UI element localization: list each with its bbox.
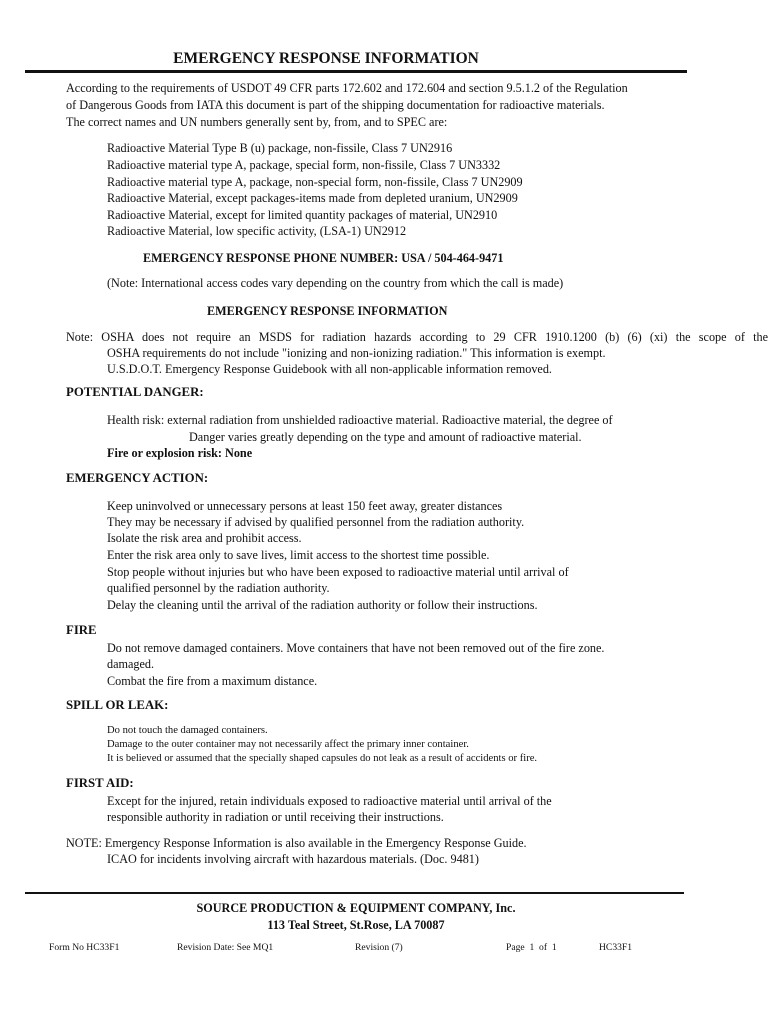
action-line: Isolate the risk area and prohibit access. (107, 531, 302, 545)
intro-line-2: of Dangerous Goods from IATA this document is part of the shipping documentation for radioactive materials. (66, 98, 605, 112)
document-title: EMERGENCY RESPONSE INFORMATION (173, 50, 479, 67)
health-risk-line-2: Danger varies greatly depending on the type and amount of radioactive material. (189, 430, 582, 444)
fire-line: Do not remove damaged containers. Move containers that have not been removed out of the fire zone. (107, 641, 605, 655)
first-aid-line: responsible authority in radiation or until receiving their instructions. (107, 810, 444, 824)
intro-line-3: The correct names and UN numbers generally sent by, from, and to SPEC are: (66, 115, 448, 129)
first-aid-line: Except for the injured, retain individuals exposed to radioactive material until arrival of the (107, 794, 552, 808)
osha-note-line-1: Note: OSHA does not require an MSDS for radiation hazards according to 29 CFR 1910.1200 (b) (6) (xi) the scope of the (66, 330, 768, 344)
phone-heading: EMERGENCY RESPONSE PHONE NUMBER: USA / 504-464-9471 (143, 251, 504, 265)
final-note-line-2: ICAO for incidents involving aircraft with hazardous materials. (Doc. 9481) (107, 852, 479, 866)
intro-line-1: According to the requirements of USDOT 49 CFR parts 172.602 and 172.604 and section 9.5.1.2 of the Regulation (66, 81, 628, 95)
spill-heading: SPILL OR LEAK: (66, 698, 169, 712)
action-line: Delay the cleaning until the arrival of the radiation authority or follow their instructions. (107, 598, 538, 612)
action-line: Enter the risk area only to save lives, limit access to the shortest time possible. (107, 548, 490, 562)
company-name: SOURCE PRODUCTION & EQUIPMENT COMPANY, Inc. (196, 901, 516, 915)
material-item: Radioactive Material, except for limited quantity packages of material, UN2910 (107, 208, 498, 222)
material-item: Radioactive material type A, package, special form, non-fissile, Class 7 UN3332 (107, 158, 501, 172)
first-aid-heading: FIRST AID: (66, 776, 134, 790)
health-risk-line-1: Health risk: external radiation from unshielded radioactive material. Radioactive material, the degree of (107, 413, 613, 427)
spill-line: Damage to the outer container may not necessarily affect the primary inner container. (107, 739, 469, 750)
action-line: Stop people without injuries but who have been exposed to radioactive material until arrival of (107, 565, 569, 579)
action-line: They may be necessary if advised by qualified personnel from the radiation authority. (107, 515, 525, 529)
emergency-action-heading: EMERGENCY ACTION: (66, 471, 209, 485)
access-note: (Note: International access codes vary depending on the country from which the call is made) (107, 276, 564, 290)
footer-rule (25, 892, 684, 894)
final-note-line-1: NOTE: Emergency Response Information is also available in the Emergency Response Guide. (66, 836, 527, 850)
fire-risk: Fire or explosion risk: None (107, 446, 253, 460)
material-item: Radioactive material type A, package, non-special form, non-fissile, Class 7 UN2909 (107, 175, 523, 189)
osha-note-line-2: OSHA requirements do not include "ionizing and non-ionizing radiation." This information is exempt. (107, 346, 606, 360)
section-subtitle: EMERGENCY RESPONSE INFORMATION (207, 304, 448, 318)
fire-heading: FIRE (66, 623, 97, 637)
action-line: Keep uninvolved or unnecessary persons at least 150 feet away, greater distances (107, 499, 503, 513)
fire-line: Combat the fire from a maximum distance. (107, 674, 318, 688)
material-item: Radioactive Material Type B (u) package, non-fissile, Class 7 UN2916 (107, 141, 453, 155)
material-item: Radioactive Material, except packages-items made from depleted uranium, UN2909 (107, 191, 518, 205)
company-address: 113 Teal Street, St.Rose, LA 70087 (267, 918, 445, 932)
revision-date: Revision Date: See MQ1 (177, 942, 274, 953)
spill-line: It is believed or assumed that the specially shaped capsules do not leak as a result of accidents or fire. (107, 753, 538, 764)
spill-line: Do not touch the damaged containers. (107, 725, 268, 736)
material-item: Radioactive Material, low specific activity, (LSA-1) UN2912 (107, 224, 407, 238)
title-rule (25, 70, 687, 73)
page-number: Page 1 of 1 (506, 942, 557, 953)
potential-danger-heading: POTENTIAL DANGER: (66, 385, 204, 399)
osha-note-line-3: U.S.D.O.T. Emergency Response Guidebook with all non-applicable information removed. (107, 362, 552, 376)
form-number: Form No HC33F1 (49, 942, 120, 953)
form-code: HC33F1 (599, 942, 633, 953)
revision-number: Revision (7) (355, 942, 403, 953)
fire-line: damaged. (107, 657, 155, 671)
action-line: qualified personnel by the radiation authority. (107, 581, 330, 595)
